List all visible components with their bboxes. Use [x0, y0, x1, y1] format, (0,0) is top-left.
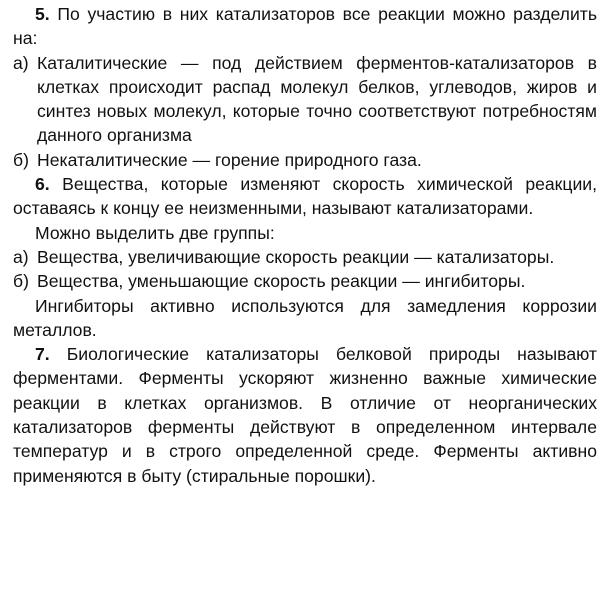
list-marker: а)	[13, 246, 29, 267]
paragraph-5	[13, 2, 597, 51]
list-marker: б)	[13, 271, 29, 292]
paragraph-number: 5.	[35, 4, 50, 24]
list-item-text: Вещества, уменьшающие скорость реакции — ингибиторы.	[37, 271, 526, 292]
list-marker: а)	[13, 52, 29, 73]
paragraph-inhibitors-usage	[13, 294, 597, 343]
list-item-text: Некаталитические — горение природного газа.	[37, 149, 422, 170]
paragraph-text: Ингибиторы активно используются для замедления коррозии металлов.	[13, 295, 597, 340]
paragraph-text: Биологические катализаторы белковой природы называют ферментами. Ферменты ускоряют жизненно важные химические реакции в клетках организмов. В отличие от неорганических катализаторов ферменты действуют в определенном интервале температур и в строго определенной среде. Ферменты активно применяются в быту (стиральные порошки).	[13, 344, 597, 486]
paragraph-text: Вещества, которые изменяют скорость химической реакции, оставаясь к концу ее неизменными, называют катализаторами.	[13, 174, 597, 219]
list-marker: б)	[13, 149, 29, 170]
paragraph-text: Можно выделить две группы:	[35, 222, 275, 243]
paragraph-6	[13, 172, 597, 221]
paragraph-groups-intro	[13, 221, 597, 245]
paragraph-text: По участию в них катализаторов все реакции можно разделить на:	[13, 4, 597, 49]
paragraph-7	[13, 342, 597, 488]
list-item-text: Вещества, увеличивающие скорость реакции — катализаторы.	[37, 246, 555, 267]
list-item-catalytic	[13, 51, 597, 148]
paragraph-number: 6.	[35, 174, 50, 195]
paragraph-number: 7.	[35, 344, 50, 365]
list-item-inhibitors	[13, 269, 597, 293]
list-item-noncatalytic	[13, 148, 597, 172]
list-item-text: Каталитические — под действием ферментов-катализаторов в клетках происходит распад молекул белков, углеводов, жиров и синтез новых молекул, которые точно соответствуют потребностям данного организма	[37, 52, 597, 146]
list-item-catalysts	[13, 245, 597, 269]
